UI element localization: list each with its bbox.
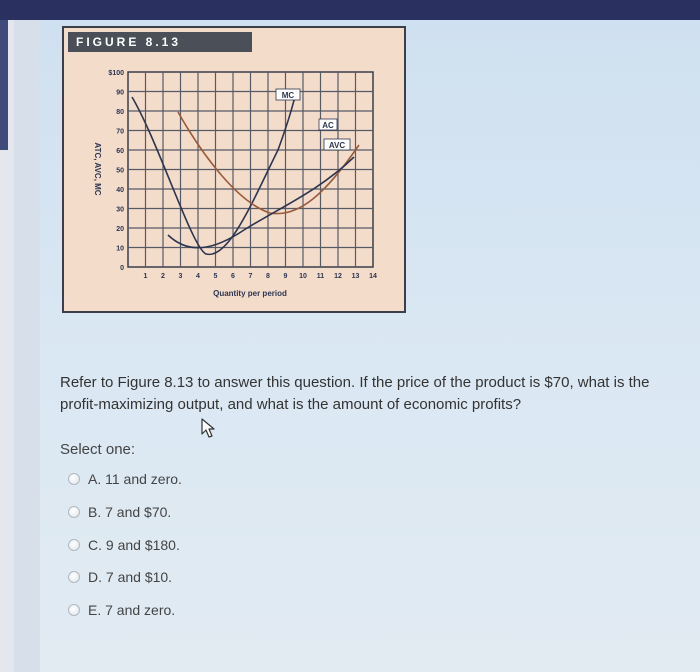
- y-tick-label: 10: [116, 245, 124, 253]
- x-tick-label: 8: [266, 273, 270, 280]
- y-tick-label: 50: [116, 167, 124, 175]
- left-sidebar-accent: [0, 20, 8, 150]
- question-text: Refer to Figure 8.13 to answer this question. If the price of the product is $70, what is the profit-maximizing output, and what is the amount of economic profits?: [60, 374, 650, 413]
- radio-button-d[interactable]: [68, 571, 80, 583]
- answer-option-b[interactable]: [68, 504, 171, 520]
- y-tick-labels: [108, 70, 124, 272]
- x-tick-label: 11: [316, 273, 325, 280]
- answer-option-e-label: E. 7 and zero.: [88, 602, 176, 618]
- x-tick-label: 14: [369, 273, 377, 280]
- answer-option-d-label: D. 7 and $10.: [88, 569, 173, 585]
- y-tick-label: 0: [120, 265, 124, 272]
- x-axis-label: Quantity per period: [213, 289, 287, 298]
- x-tick-label: 6: [231, 273, 235, 280]
- figure-title: FIGURE 8.13: [68, 32, 252, 52]
- x-tick-label: 7: [248, 273, 253, 280]
- answer-option-a[interactable]: [68, 471, 182, 487]
- mouse-pointer-icon: [200, 418, 216, 438]
- x-tick-labels: [144, 273, 377, 280]
- x-tick-label: 2: [161, 273, 165, 280]
- x-tick-label: 4: [196, 273, 200, 280]
- x-tick-label: 5: [213, 273, 218, 280]
- y-tick-label: 80: [116, 109, 124, 116]
- figure-image: [62, 26, 406, 313]
- answer-option-c-label: C. 9 and $180.: [88, 537, 180, 553]
- x-tick-label: 9: [283, 273, 288, 280]
- y-tick-label: 60: [116, 148, 124, 155]
- answer-option-d[interactable]: [68, 569, 172, 585]
- ac-label: AC: [322, 121, 334, 130]
- radio-button-c[interactable]: [68, 539, 80, 551]
- select-one-label: Select one:: [60, 441, 136, 458]
- answer-option-c[interactable]: [68, 537, 180, 553]
- x-tick-label: 3: [178, 273, 183, 280]
- answer-option-b-label: B. 7 and $70.: [88, 504, 172, 520]
- y-tick-label: 70: [116, 128, 124, 136]
- radio-button-a[interactable]: [68, 473, 80, 485]
- y-axis-label: ATC, AVC, MC: [93, 142, 102, 196]
- x-tick-label: 1: [143, 273, 148, 280]
- y-tick-label: 40: [116, 187, 124, 194]
- radio-button-e[interactable]: [68, 604, 80, 616]
- radio-button-b[interactable]: [68, 506, 80, 518]
- y-tick-label: 90: [116, 89, 124, 97]
- x-tick-label: 12: [334, 273, 342, 280]
- answer-option-a-label: A. 11 and zero.: [88, 471, 182, 487]
- cost-curves-chart: [64, 28, 404, 311]
- y-tick-label: $100: [108, 70, 124, 77]
- avc-label: AVC: [328, 141, 346, 150]
- y-tick-label: 30: [116, 206, 124, 214]
- window-top-bar: [0, 0, 700, 20]
- x-tick-label: 10: [299, 273, 307, 280]
- mc-label: MC: [281, 91, 295, 100]
- y-tick-label: 20: [116, 226, 124, 233]
- answer-option-e[interactable]: [68, 602, 175, 618]
- x-tick-label: 13: [351, 273, 360, 280]
